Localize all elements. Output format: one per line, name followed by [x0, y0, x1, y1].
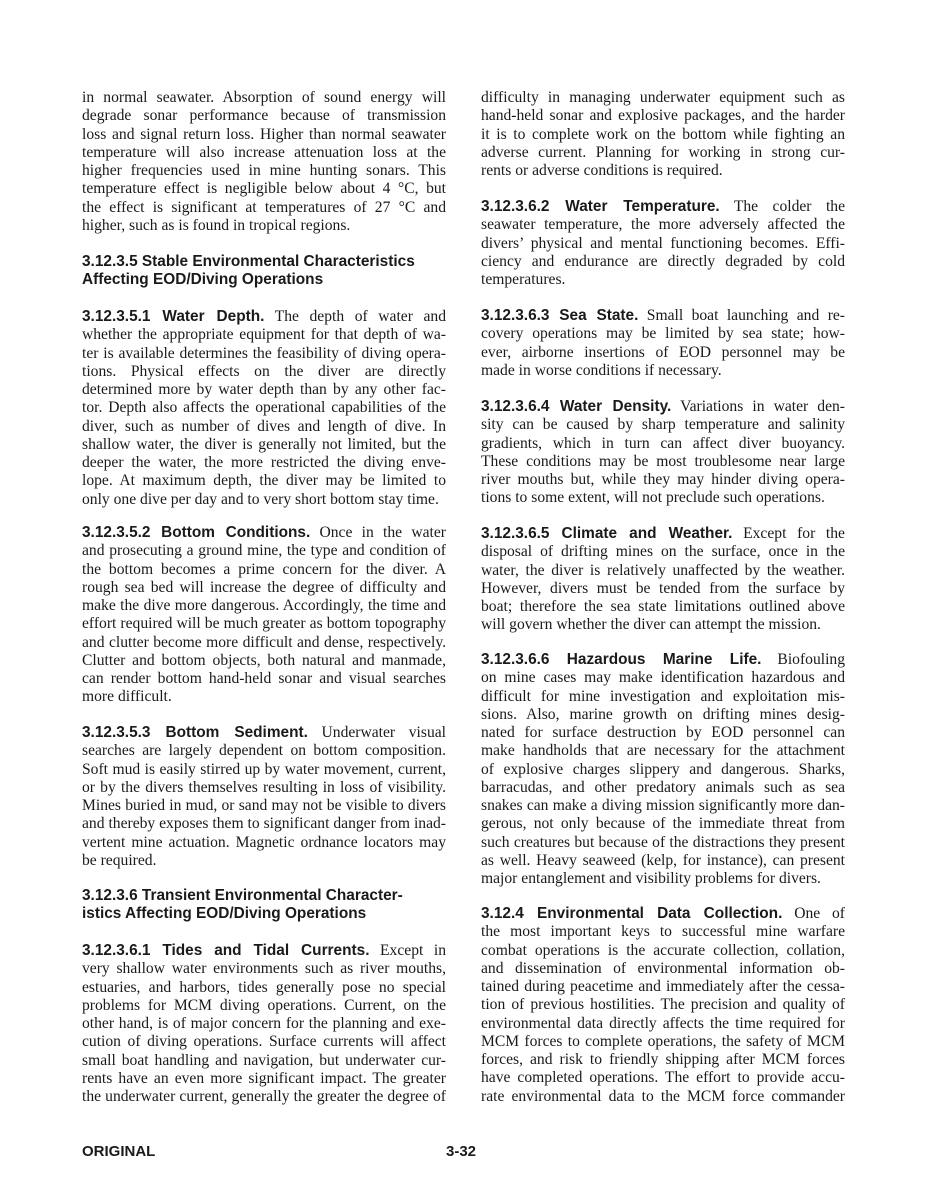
text-line [481, 942, 845, 960]
text-line [82, 271, 446, 289]
line-text: Clutter and bottom objects, both natural and manmade, [82, 651, 446, 669]
text-line [82, 308, 446, 326]
line-text: degrade sonar performance because of transmission [82, 107, 446, 125]
text-line [82, 905, 446, 923]
line-text: temperatures. [481, 271, 566, 288]
line-text: tions. Physical effects on the diver are directly [82, 362, 446, 380]
text-line [481, 923, 845, 941]
text-line [481, 960, 845, 978]
line-text: Affecting EOD/Diving Operations [82, 271, 324, 289]
line-text: higher frequencies used in mine hunting sonars. This [82, 162, 446, 179]
line-text: adverse current. Planning for working in strong cur- [481, 143, 845, 161]
line-text: very shallow water environments such as river mouths, [82, 960, 446, 978]
text-line [481, 598, 845, 616]
line-text: The depth of water and [264, 308, 446, 325]
text-line [82, 960, 446, 978]
text-line [82, 162, 446, 180]
text-line [82, 815, 446, 833]
line-text: Except in [369, 942, 446, 959]
text-line [82, 997, 446, 1015]
line-text: Small boat launching and re- [638, 307, 846, 324]
footer-status: ORIGINAL [82, 1143, 156, 1160]
text-line [481, 344, 845, 362]
line-text: tions to some extent, will not preclude such operations. [481, 489, 825, 507]
line-text: and dissemination of environmental information ob- [481, 959, 845, 977]
text-line [82, 1070, 446, 1088]
text-line [481, 761, 845, 779]
line-text: estuaries, and harbors, tides generally pose no special [82, 978, 446, 996]
text-line [481, 905, 845, 923]
line-text: sity can be caused by sharp temperature and salinity [481, 416, 845, 434]
text-line [481, 742, 845, 760]
line-text: make the dive more dangerous. Accordingly, the time and [82, 597, 446, 614]
text-line [82, 126, 446, 144]
line-text: as well. Heavy seaweed (kelp, for instance), can present [481, 851, 845, 869]
line-text: istics Affecting EOD/Diving Operations [82, 905, 367, 923]
line-text: rents or adverse conditions is required. [481, 162, 723, 179]
line-text: rate environmental data to the MCM force commander [481, 1087, 845, 1105]
text-line [82, 561, 446, 579]
line-text: difficult for mine investigation and exploitation mis- [481, 687, 845, 705]
line-text: combat operations is the accurate collection, collation, [481, 941, 845, 959]
text-line [481, 89, 845, 107]
line-text: divers’ physical and mental functioning becomes. Effi- [481, 234, 845, 252]
text-line [481, 651, 845, 669]
paragraph [82, 942, 446, 1106]
text-line [481, 1015, 845, 1033]
paragraph [481, 651, 845, 888]
line-text: Underwater visual [307, 724, 446, 741]
line-text: environmental data directly affects the time required for [481, 1014, 845, 1032]
line-text: 3.12.3.6 Transient Environmental Character- [82, 887, 403, 904]
text-line [82, 399, 446, 417]
line-text: sions. Also, marine growth on drifting mines desig- [481, 705, 845, 723]
line-text: water, the diver is relatively unaffected by the weather. [481, 561, 845, 579]
paragraph-heading: 3.12.3.6.5 Climate and Weather. [481, 525, 733, 542]
line-text: in normal seawater. Absorption of sound energy will [82, 89, 446, 106]
line-text: diver, such as number of dives and length of dive. In [82, 417, 446, 435]
text-line [481, 198, 845, 216]
line-text: tion of previous hostilities. The precision and quality of [481, 996, 845, 1014]
text-line [481, 471, 845, 489]
line-text: major entanglement and visibility problems for divers. [481, 870, 821, 887]
text-line [82, 89, 446, 107]
text-line [82, 326, 446, 344]
line-text: only one dive per day and to very short bottom stay time. [82, 490, 439, 508]
text-line [481, 271, 845, 289]
line-text: or by the divers themselves resulting in loss of visibility. [82, 778, 446, 796]
paragraph [481, 398, 845, 508]
text-line [82, 1052, 446, 1070]
text-line [82, 887, 446, 905]
line-text: whether the appropriate equipment for that depth of wa- [82, 326, 446, 344]
text-line [481, 815, 845, 833]
text-line [82, 597, 446, 615]
line-text: Variations in water den- [671, 398, 845, 415]
text-line [481, 453, 845, 471]
text-line [82, 670, 446, 688]
line-text: have completed operations. The effort to provide accu- [481, 1069, 845, 1087]
line-text: more difficult. [82, 688, 172, 706]
text-line [481, 834, 845, 852]
text-line [82, 942, 446, 960]
text-line [82, 834, 446, 852]
line-text: and clutter become more difficult and dense, respectively. [82, 633, 446, 651]
line-text: nated for surface destruction by EOD personnel can [481, 724, 845, 741]
text-line [82, 761, 446, 779]
line-text: on mine cases may make identification hazardous and [481, 669, 845, 687]
text-line [82, 381, 446, 399]
text-line [82, 615, 446, 633]
line-text: shallow water, the diver is generally not limited, but the [82, 435, 446, 453]
text-line [481, 580, 845, 598]
text-line [481, 362, 845, 380]
paragraph [481, 905, 845, 1106]
text-line [82, 436, 446, 454]
paragraph-heading: 3.12.3.6.3 Sea State. [481, 307, 639, 324]
text-line [481, 489, 845, 507]
paragraph [82, 724, 446, 870]
paragraph [82, 308, 446, 509]
text-line [82, 688, 446, 706]
text-line [82, 107, 446, 125]
text-line [481, 307, 845, 325]
paragraph [481, 307, 845, 380]
text-line [82, 742, 446, 760]
line-text: seawater temperature, the more adversely affected the [481, 216, 845, 234]
line-text: temperature will also increase attenuation loss at the [82, 143, 446, 161]
page-number: 3-32 [446, 1143, 477, 1160]
text-line [481, 162, 845, 180]
line-text: Mines buried in mud, or sand may not be visible to divers [82, 797, 446, 814]
line-text: Except for the [732, 525, 845, 542]
text-line [82, 180, 446, 198]
text-line [481, 870, 845, 888]
line-text: gerous, not only because of the immediate threat from [481, 815, 845, 833]
line-text: determined more by water depth than by any other fac- [82, 381, 446, 398]
section-heading [82, 887, 446, 924]
line-text: effort required will be much greater as bottom topography [82, 615, 446, 633]
line-text: rough sea bed will increase the degree of difficulty and [82, 578, 446, 596]
text-line [481, 1033, 845, 1051]
text-line [481, 543, 845, 561]
text-line [481, 325, 845, 343]
line-text: ever, airborne insertions of EOD personnel may be [481, 343, 845, 361]
line-text: river mouths but, while they may hinder diving opera- [481, 471, 845, 488]
text-line [82, 634, 446, 652]
line-text: MCM forces to complete operations, the safety of MCM [481, 1032, 845, 1050]
text-line [481, 852, 845, 870]
text-line [82, 472, 446, 490]
text-line [481, 669, 845, 687]
paragraph-heading: 3.12.3.6.2 Water Temperature. [481, 198, 720, 215]
line-text: it is to complete work on the bottom while fighting an [481, 125, 845, 143]
line-text: forces, and risk to friendly shipping after MCM forces [481, 1051, 845, 1068]
text-line [481, 398, 845, 416]
paragraph [481, 525, 845, 635]
line-text: These conditions may be most troublesome near large [481, 452, 845, 470]
text-line [82, 217, 446, 235]
text-line [82, 363, 446, 381]
line-text: Once in the water [310, 524, 446, 541]
line-text: temperature effect is negligible below about 4 °C, but [82, 180, 446, 198]
line-text: the bottom becomes a prime concern for the diver. A [82, 560, 446, 578]
text-line [481, 616, 845, 634]
line-text: make handholds that are necessary for the attachment [481, 742, 845, 760]
line-text: other hand, is of major concern for the planning and exe- [82, 1015, 446, 1032]
text-line [82, 345, 446, 363]
text-line [481, 779, 845, 797]
line-text: searches are largely dependent on bottom composition. [82, 742, 446, 760]
line-text: The colder the [719, 198, 845, 215]
paragraph-heading: 3.12.3.6.4 Water Density. [481, 398, 672, 415]
text-line [481, 107, 845, 125]
text-line [82, 418, 446, 436]
text-line [82, 1088, 446, 1106]
text-line [82, 579, 446, 597]
text-line [481, 435, 845, 453]
line-text: vertent mine actuation. Magnetic ordnance locators may [82, 833, 446, 851]
line-text: the effect is significant at temperatures of 27 °C and [82, 198, 446, 216]
line-text: gradients, which in turn can affect diver buoyancy. [481, 434, 845, 452]
line-text: ciency and endurance are directly degraded by cold [481, 252, 845, 270]
line-text: Biofouling [761, 651, 846, 668]
text-line [82, 491, 446, 509]
text-line [481, 688, 845, 706]
line-text: Soft mud is easily stirred up by water movement, current, [82, 760, 446, 778]
line-text: be required. [82, 851, 157, 869]
text-line [481, 144, 845, 162]
text-line [82, 652, 446, 670]
text-line [481, 235, 845, 253]
line-text: of explosive charges slippery and dangerous. Sharks, [481, 760, 845, 778]
line-text: cution of diving operations. Surface currents will affect [82, 1033, 446, 1051]
line-text: can render bottom hand-held sonar and visual searches [82, 670, 446, 687]
line-text: will govern whether the diver can attempt the mission. [481, 616, 821, 634]
line-text: 3.12.3.5 Stable Environmental Characteristics [82, 253, 415, 270]
paragraph [481, 198, 845, 289]
text-line [82, 779, 446, 797]
text-line [82, 724, 446, 742]
line-text: deeper the water, the more restricted the diving enve- [82, 454, 446, 471]
line-text: ter is available determines the feasibility of diving opera- [82, 344, 446, 362]
text-line [481, 978, 845, 996]
line-text: tor. Depth also affects the operational capabilities of the [82, 399, 446, 417]
text-line [82, 144, 446, 162]
line-text: loss and signal return loss. Higher than normal seawater [82, 125, 446, 143]
text-line [481, 1051, 845, 1069]
text-line [82, 1015, 446, 1033]
paragraph-heading: 3.12.3.5.3 Bottom Sediment. [82, 724, 308, 741]
text-line [481, 724, 845, 742]
text-line [82, 199, 446, 217]
text-line [481, 416, 845, 434]
line-text: such creatures but because of the distractions they present [481, 833, 845, 851]
line-text: tained during peacetime and immediately after the cessa- [481, 978, 845, 995]
paragraph-heading: 3.12.3.6.6 Hazardous Marine Life. [481, 651, 762, 668]
text-line [82, 542, 446, 560]
text-line [481, 1069, 845, 1087]
paragraph [82, 89, 446, 235]
line-text: snakes can make a diving mission significantly more dan- [481, 797, 845, 814]
line-text: However, divers must be tended from the surface by [481, 579, 845, 597]
line-text: covery operations may be limited by sea state; how- [481, 325, 845, 343]
text-line [481, 126, 845, 144]
line-text: made in worse conditions if necessary. [481, 361, 722, 379]
line-text: hand-held sonar and explosive packages, and the harder [481, 107, 845, 125]
paragraph-heading: 3.12.3.6.1 Tides and Tidal Currents. [82, 942, 370, 959]
line-text: higher, such as is found in tropical regions. [82, 216, 351, 234]
text-line [82, 253, 446, 271]
paragraph-heading: 3.12.3.5.1 Water Depth. [82, 308, 265, 325]
line-text: problems for MCM diving operations. Current, on the [82, 996, 446, 1014]
text-line [481, 562, 845, 580]
line-text: and prosecuting a ground mine, the type and condition of [82, 542, 446, 560]
text-line [481, 253, 845, 271]
paragraph [82, 524, 446, 707]
line-text: small boat handling and navigation, but underwater cur- [82, 1051, 446, 1069]
line-text: rents have an even more significant impact. The greater [82, 1069, 446, 1087]
text-line [82, 524, 446, 542]
paragraph-heading: 3.12.4 Environmental Data Collection. [481, 905, 783, 922]
line-text: the most important keys to successful mine warfare [481, 923, 845, 941]
line-text: the underwater current, generally the greater the degree of [82, 1088, 446, 1105]
line-text: difficulty in managing underwater equipment such as [481, 89, 845, 106]
text-line [82, 797, 446, 815]
paragraph-heading: 3.12.3.5.2 Bottom Conditions. [82, 524, 311, 541]
text-line [481, 1088, 845, 1106]
line-text: lope. At maximum depth, the diver may be limited to [82, 472, 446, 490]
line-text: One of [782, 905, 845, 922]
text-line [481, 797, 845, 815]
text-line [82, 979, 446, 997]
text-line [481, 706, 845, 724]
text-line [82, 1033, 446, 1051]
text-line [82, 454, 446, 472]
section-heading [82, 253, 446, 290]
line-text: barracudas, and other predatory animals such as sea [481, 778, 845, 796]
text-line [481, 525, 845, 543]
line-text: disposal of drifting mines on the surface, once in the [481, 543, 845, 561]
text-line [481, 216, 845, 234]
text-line [82, 852, 446, 870]
line-text: boat; therefore the sea state limitations outlined above [481, 598, 845, 615]
text-line [481, 996, 845, 1014]
paragraph [481, 89, 845, 180]
line-text: and thereby exposes them to significant danger from inad- [82, 815, 446, 833]
